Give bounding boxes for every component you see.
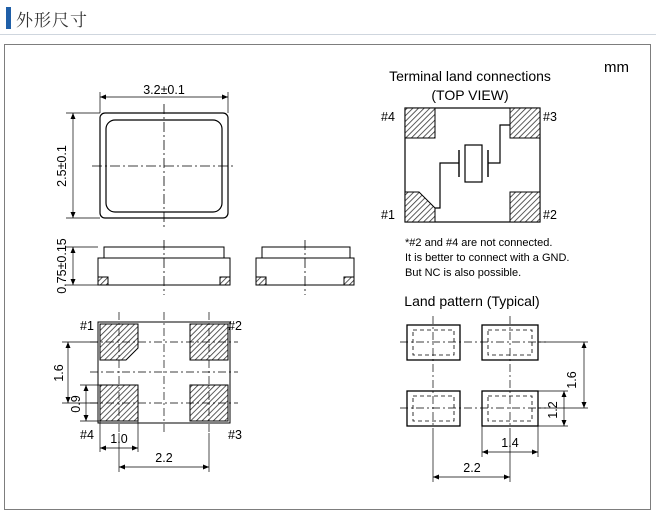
terminal-pad-label-2: #2	[543, 208, 557, 222]
terminal-note-3: But NC is also possible.	[405, 267, 522, 279]
top-view	[66, 92, 236, 228]
land-pad-w-dim: 1.4	[501, 436, 519, 450]
section-title: 外形尺寸	[16, 11, 88, 31]
side-view-end	[256, 240, 354, 295]
land-pitch-v-dim: 1.6	[565, 371, 579, 389]
terminal-note-2: It is better to connect with a GND.	[405, 252, 570, 264]
unit-label: mm	[604, 59, 629, 76]
terminal-pad-label-4: #4	[381, 110, 395, 124]
side-view-front	[66, 240, 230, 295]
land-pattern-title: Land pattern (Typical)	[404, 293, 540, 309]
bottom-pad-label-4: #4	[80, 428, 94, 442]
bottom-pitch-h-dim: 2.2	[155, 451, 173, 465]
top-view-height-dim: 2.5±0.1	[55, 145, 69, 187]
bottom-pad-w-dim: 1.0	[110, 432, 128, 446]
land-pitch-h-dim: 2.2	[463, 461, 481, 475]
bottom-pad-label-1: #1	[80, 319, 94, 333]
land-pad-h-dim: 1.2	[546, 401, 560, 419]
side-view-thickness-dim: 0.75±0.15	[55, 238, 69, 294]
terminal-pad-label-1: #1	[381, 208, 395, 222]
terminal-pad-label-3: #3	[543, 110, 557, 124]
top-view-width-dim: 3.2±0.1	[143, 83, 185, 97]
bottom-pad-h-dim: 0.9	[69, 395, 83, 413]
bottom-pad-label-3: #3	[228, 428, 242, 442]
bottom-pitch-v-dim: 1.6	[52, 364, 66, 382]
bottom-pad-label-2: #2	[228, 319, 242, 333]
terminal-note-1: *#2 and #4 are not connected.	[405, 237, 553, 249]
land-pattern-diagram	[400, 316, 588, 482]
bottom-view	[62, 312, 238, 472]
terminal-title: Terminal land connections	[389, 68, 551, 84]
terminal-subtitle: (TOP VIEW)	[431, 87, 509, 103]
terminal-diagram	[405, 108, 540, 222]
